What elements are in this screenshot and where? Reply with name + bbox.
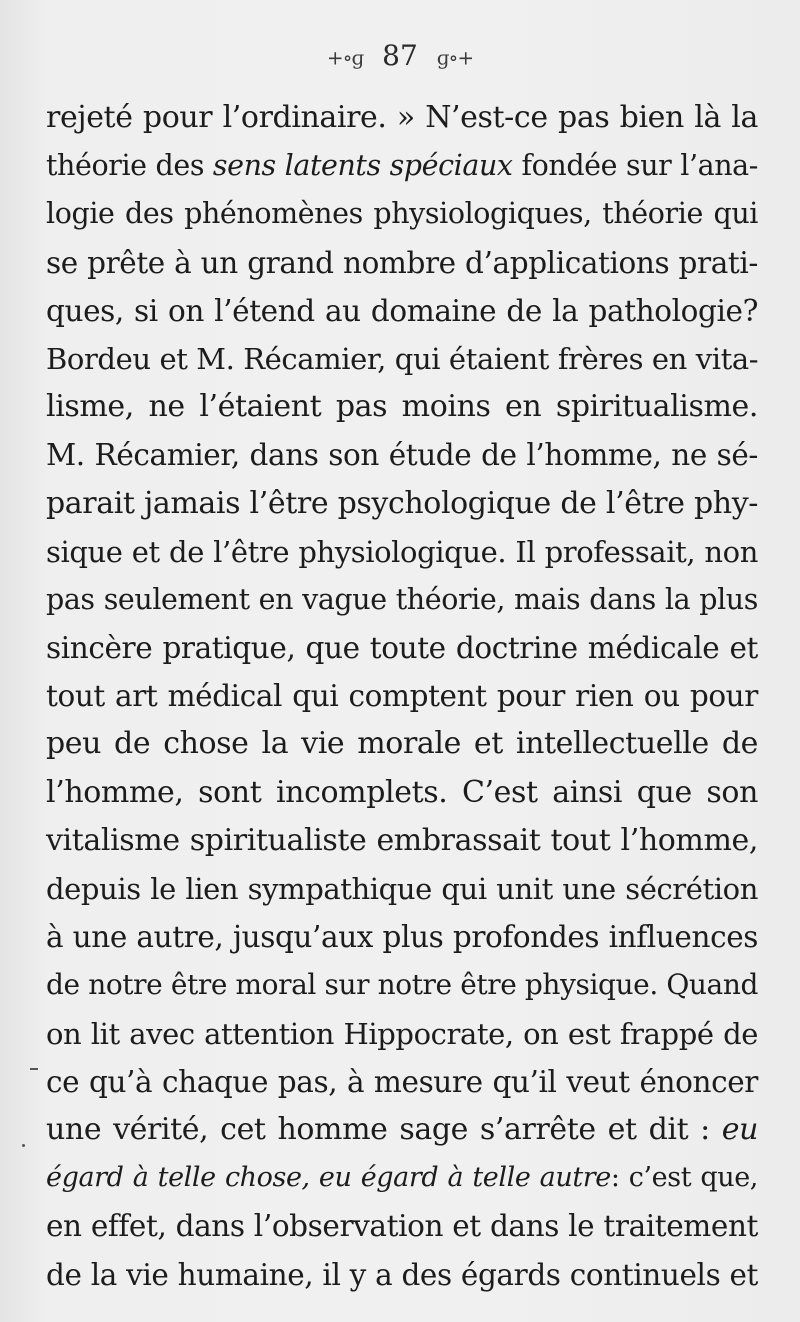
ornament-right: ɡ∘+ (436, 45, 474, 70)
text-line: l’homme, sont incomplets. C’est ainsi que son (46, 774, 758, 810)
text-line: on lit avec attention Hippocrate, on est frappé de (46, 1016, 758, 1051)
text-line: M. Récamier, dans son étude de l’homme, ne sé- (46, 438, 758, 473)
page-header (0, 36, 800, 78)
page-number: 87 (382, 39, 418, 72)
text-line: peu de chose la vie morale et intellectuelle de (46, 726, 758, 762)
text-line: ce qu’à chaque pas, à mesure qu’il veut énoncer (46, 1064, 758, 1099)
text-line: sique et de l’être physiologique. Il professait, non (46, 534, 758, 569)
text-line: logie des phénomènes physiologiques, théorie qui (46, 197, 758, 231)
text-line: de notre être moral sur notre être physique. Quand (46, 968, 758, 1002)
text-line: sincère pratique, que toute doctrine médicale et (46, 631, 758, 666)
italic-phrase: eu (721, 1111, 758, 1147)
text-line: tout art médical qui comptent pour rien ou pour (46, 679, 758, 714)
text-line: une vérité, cet homme sage s’arrête et dit : eu (46, 1111, 758, 1147)
italic-phrase: sens latents spéciaux (212, 149, 513, 183)
text-line: se prête à un grand nombre d’applications prati- (46, 245, 758, 280)
text-line: parait jamais l’être psychologique de l’être phy- (46, 485, 758, 521)
text-line: égard à telle chose, eu égard à telle autre: c’est que, (46, 1162, 758, 1194)
ornament-left: +∘ɡ (326, 45, 364, 70)
text-line: depuis le lien sympathique qui unit une sécrétion (46, 872, 758, 906)
text-line: à une autre, jusqu’aux plus profondes influences (46, 920, 758, 955)
text-line: en effet, dans l’observation et dans le traitement (46, 1209, 758, 1244)
margin-dot-mark (22, 1144, 25, 1147)
text-line: lisme, ne l’étaient pas moins en spiritualisme. (46, 389, 758, 425)
text-line: pas seulement en vague théorie, mais dans la plus (46, 582, 758, 616)
body-text (46, 94, 758, 1299)
text-line: vitalisme spiritualiste embrassait tout l’homme, (46, 822, 758, 858)
text-line: rejeté pour l’ordinaire. » N’est-ce pas bien là la (46, 100, 758, 135)
text-line: ques, si on l’étend au domaine de la pathologie? (46, 293, 758, 328)
text-line: de la vie humaine, il y a des égards continuels et (46, 1257, 758, 1292)
italic-phrase: égard à telle chose, eu égard à telle autre (46, 1162, 611, 1194)
text-line: théorie des sens latents spéciaux fondée sur l’ana- (46, 149, 758, 183)
text-line: Bordeu et M. Récamier, qui étaient frères en vita- (46, 341, 759, 376)
margin-dash-mark (30, 1068, 38, 1070)
